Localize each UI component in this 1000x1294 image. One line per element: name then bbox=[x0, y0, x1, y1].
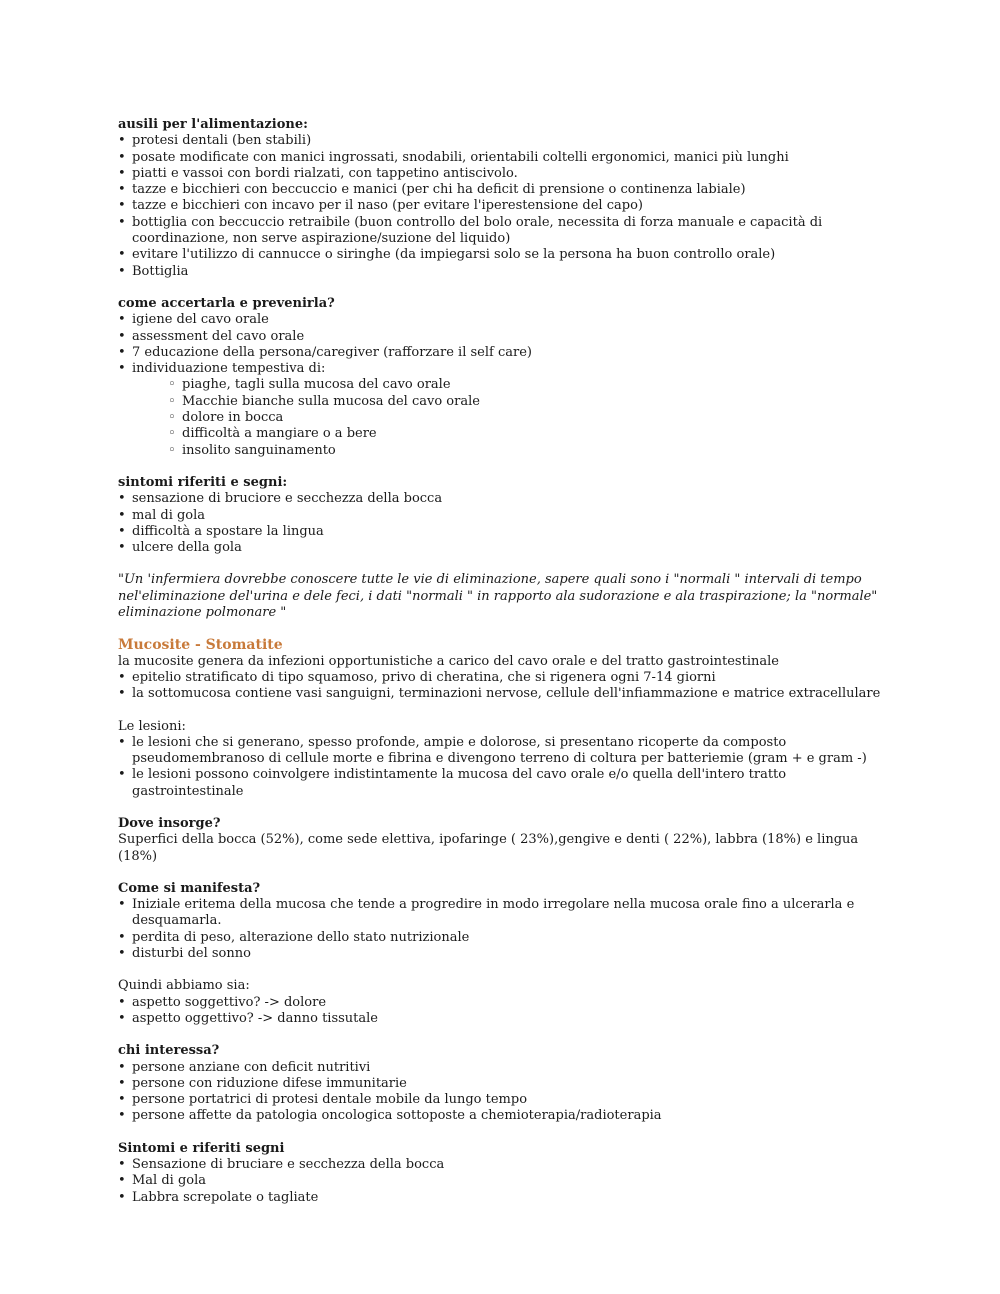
quote-paragraph: "Un 'infermiera dovrebbe conoscere tutte le vie di eliminazione, sapere quali sono i "normali " intervali di tempo nel'eliminazione del'urina e dele feci, i dati "normali " in rapporto ala sudorazione e ala traspirazione; la "normale" eliminazione polmonare " bbox=[118, 572, 878, 621]
bullet-list bbox=[118, 897, 888, 962]
section-mucosite bbox=[118, 637, 888, 702]
list-item: • perdita di peso, alterazione dello stato nutrizionale bbox=[118, 930, 888, 946]
section-title: sintomi riferiti e segni: bbox=[118, 474, 288, 490]
sub-list-item: ◦ dolore in bocca bbox=[168, 410, 888, 426]
list-item: • tazze e bicchieri con beccuccio e manici (per chi ha deficit di prensione o continenza labiale) bbox=[118, 182, 888, 198]
list-item: • mal di gola bbox=[118, 508, 888, 524]
list-item: • Iniziale eritema della mucosa che tende a progredire in modo irregolare nella mucosa orale fino a ulcerarla e desquamarla. bbox=[118, 897, 888, 930]
sub-list-item: ◦ difficoltà a mangiare o a bere bbox=[168, 426, 888, 442]
section-quindi bbox=[118, 978, 888, 1027]
list-item: • le lesioni che si generano, spesso profonde, ampie e dolorose, si presentano ricoperte da composto pseudomembranoso di cellule morte e fibrina e divengono terreno di coltura per batteriemie (gram + e gram -) bbox=[118, 735, 888, 768]
list-item: • persone anziane con deficit nutritivi bbox=[118, 1060, 888, 1076]
section-dove bbox=[118, 816, 888, 865]
paragraph: Superfici della bocca (52%), come sede elettiva, ipofaringe ( 23%),gengive e denti ( 22%), labbra (18%) e lingua (18%) bbox=[118, 832, 859, 864]
list-item: • Labbra screpolate o tagliate bbox=[118, 1190, 888, 1206]
section-title: Sintomi e riferiti segni bbox=[118, 1140, 285, 1156]
list-item: • posate modificate con manici ingrossati, snodabili, orientabili coltelli ergonomici, manici più lunghi bbox=[118, 150, 888, 166]
section-title: Dove insorge? bbox=[118, 815, 221, 831]
list-item: • aspetto oggettivo? -> danno tissutale bbox=[118, 1011, 888, 1027]
list-item: • la sottomucosa contiene vasi sanguigni, terminazioni nervose, cellule dell'infiammazione e matrice extracellulare bbox=[118, 686, 888, 702]
bullet-list bbox=[118, 133, 888, 280]
list-item: • piatti e vassoi con bordi rialzati, con tappetino antiscivolo. bbox=[118, 166, 888, 182]
section-accertarla bbox=[118, 296, 888, 459]
section-title: come accertarla e prevenirla? bbox=[118, 295, 335, 311]
intro-paragraph: la mucosite genera da infezioni opportunistiche a carico del cavo orale e del tratto gastrointestinale bbox=[118, 653, 779, 669]
section-ausili bbox=[118, 117, 888, 280]
bullet-list bbox=[118, 1060, 888, 1125]
sub-bullet-list bbox=[118, 377, 888, 458]
list-item: • bottiglia con beccuccio retraibile (buon controllo del bolo orale, necessita di forza manuale e capacità di coordinazione, non serve aspirazione/suzione del liquido) bbox=[118, 215, 888, 248]
sub-list-item: ◦ Macchie bianche sulla mucosa del cavo orale bbox=[168, 394, 888, 410]
list-item: • tazze e bicchieri con incavo per il naso (per evitare l'iperestensione del capo) bbox=[118, 198, 888, 214]
list-item: • ulcere della gola bbox=[118, 540, 888, 556]
list-item: • persone con riduzione difese immunitarie bbox=[118, 1076, 888, 1092]
list-item: • persone affette da patologia oncologica sottoposte a chemioterapia/radioterapia bbox=[118, 1108, 888, 1124]
section-title: Come si manifesta? bbox=[118, 880, 261, 896]
list-item: • Sensazione di bruciare e secchezza della bocca bbox=[118, 1157, 888, 1173]
list-item: • evitare l'utilizzo di cannucce o siringhe (da impiegarsi solo se la persona ha buon controllo orale) bbox=[118, 247, 888, 263]
bullet-list bbox=[118, 995, 888, 1028]
list-item: • le lesioni possono coinvolgere indistintamente la mucosa del cavo orale e/o quella dell'intero tratto gastrointestinale bbox=[118, 767, 888, 800]
section-interessa bbox=[118, 1043, 888, 1124]
section-manifesta bbox=[118, 881, 888, 962]
section-sintomi bbox=[118, 475, 888, 556]
list-item: • epitelio stratificato di tipo squamoso, privo di cheratina, che si rigenera ogni 7-14 giorni bbox=[118, 670, 888, 686]
bullet-list bbox=[118, 312, 888, 377]
bullet-list bbox=[118, 1157, 888, 1206]
section-label: Le lesioni: bbox=[118, 718, 186, 734]
section-heading-mucosite: Mucosite - Stomatite bbox=[118, 637, 283, 654]
sub-list-item: ◦ insolito sanguinamento bbox=[168, 443, 888, 459]
section-label: Quindi abbiamo sia: bbox=[118, 978, 250, 994]
sub-list-item: ◦ piaghe, tagli sulla mucosa del cavo orale bbox=[168, 377, 888, 393]
list-item: • 7 educazione della persona/caregiver (rafforzare il self care) bbox=[118, 345, 888, 361]
section-sintomi-segni bbox=[118, 1141, 888, 1206]
list-item: • igiene del cavo orale bbox=[118, 312, 888, 328]
list-item: • protesi dentali (ben stabili) bbox=[118, 133, 888, 149]
bullet-list bbox=[118, 670, 888, 703]
list-item: • disturbi del sonno bbox=[118, 946, 888, 962]
document-page bbox=[118, 117, 888, 1206]
list-item: • persone portatrici di protesi dentale mobile da lungo tempo bbox=[118, 1092, 888, 1108]
list-item: • individuazione tempestiva di: bbox=[118, 361, 888, 377]
list-item: • assessment del cavo orale bbox=[118, 329, 888, 345]
list-item: • aspetto soggettivo? -> dolore bbox=[118, 995, 888, 1011]
bullet-list bbox=[118, 735, 888, 800]
list-item: • Bottiglia bbox=[118, 264, 888, 280]
section-title: chi interessa? bbox=[118, 1043, 220, 1059]
list-item: • difficoltà a spostare la lingua bbox=[118, 524, 888, 540]
list-item: • sensazione di bruciore e secchezza della bocca bbox=[118, 491, 888, 507]
bullet-list bbox=[118, 491, 888, 556]
list-item: • Mal di gola bbox=[118, 1173, 888, 1189]
section-lesioni bbox=[118, 719, 888, 800]
section-title: ausili per l'alimentazione: bbox=[118, 117, 308, 132]
